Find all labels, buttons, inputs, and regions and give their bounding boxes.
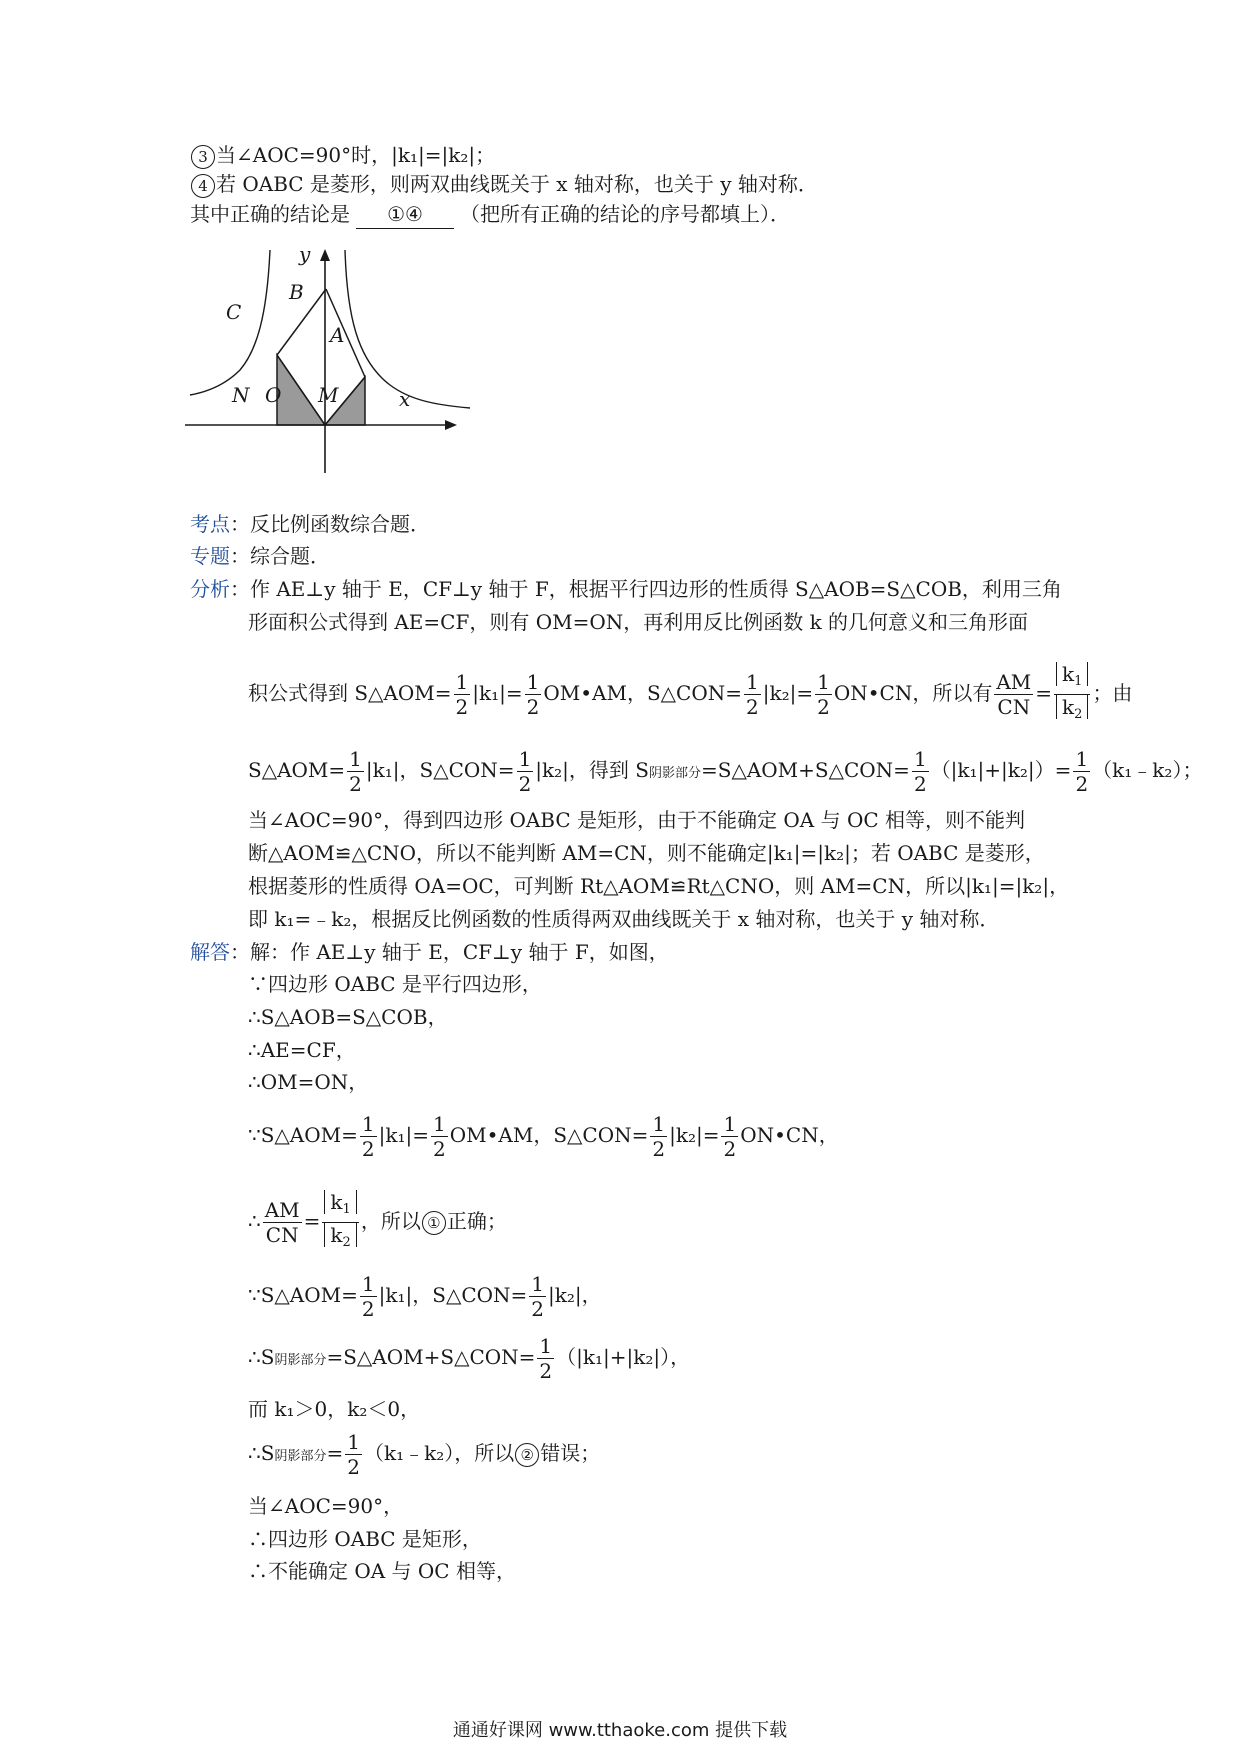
fraction-half: $\frac{1}{2}$ bbox=[539, 1334, 553, 1383]
solution-line-7: ∴ $\frac{AM}{CN}$ = $\frac{k_1}{k_2}$ ，所以 ① 正确； bbox=[248, 1190, 507, 1255]
fraction-abs-k: $\frac{k_1}{k_2}$ bbox=[322, 1190, 358, 1255]
analysis-line-3: 积公式得到 S△AOM= $\frac{1}{2}$ |k₁|= $\frac{1}{2}$ OM•AM，S△CON= $\frac{1}{2}$ |k₂|= $\frac{1}{2}$ ON•CN，所以有 $\frac{AM}{CN}$ = $\frac{k_1}{k_2}$ ；由 bbox=[248, 662, 1132, 727]
solution-line-1: 解答：解：作 AE⊥y 轴于 E，CF⊥y 轴于 F，如图， bbox=[190, 940, 669, 964]
circled-1: ① bbox=[422, 1211, 446, 1235]
zhuanti-label: 专题 bbox=[190, 544, 230, 568]
analysis-line-4: S△AOM= $\frac{1}{2}$ |k₁|，S△CON= $\frac{1}{2}$ |k₂|，得到 S阴影部分=S△AOM+S△CON= $\frac{1}{2}$ （|k₁|+|k₂|）= $\frac{1}{2}$ （k₁﹣k₂）； bbox=[248, 747, 1203, 796]
fraction-half: $\frac{1}{2}$ bbox=[455, 670, 469, 719]
fraction-am-cn: $\frac{AM}{CN}$ bbox=[264, 1198, 300, 1247]
hyperbola-figure bbox=[185, 245, 475, 475]
kaodian-line: 考点：反比例函数综合题． bbox=[190, 512, 430, 536]
item-4: 4 若 OABC 是菱形，则两双曲线既关于 x 轴对称，也关于 y 轴对称． bbox=[190, 170, 818, 198]
label-a: A bbox=[330, 323, 345, 347]
label-n: N bbox=[232, 383, 250, 407]
solution-line-2: ∵四边形 OABC 是平行四边形， bbox=[248, 972, 542, 996]
analysis-line-6: 断△AOM≌△CNO，所以不能判断 AM=CN，则不能确定|k₁|=|k₂|；若 OABC 是菱形， bbox=[248, 841, 1045, 865]
fraction-half: $\frac{1}{2}$ bbox=[361, 1272, 375, 1321]
analysis-line-1: 分析：作 AE⊥y 轴于 E，CF⊥y 轴于 F，根据平行四边形的性质得 S△AOB=S△COB，利用三角 bbox=[190, 577, 1062, 601]
fraction-half: $\frac{1}{2}$ bbox=[1075, 747, 1089, 796]
fraction-half: $\frac{1}{2}$ bbox=[518, 747, 532, 796]
circled-2: ② bbox=[515, 1443, 539, 1467]
fraction-half: $\frac{1}{2}$ bbox=[723, 1112, 737, 1161]
fraction-half: $\frac{1}{2}$ bbox=[349, 747, 362, 796]
analysis-line-2: 形面积公式得到 AE=CF，则有 OM=ON，再利用反比例函数 k 的几何意义和三角形面 bbox=[248, 610, 1029, 634]
fraction-abs-k: $\frac{k_1}{k_2}$ bbox=[1054, 662, 1090, 727]
solution-line-6: ∵S△AOM= $\frac{1}{2}$ |k₁|= $\frac{1}{2}$ OM•AM，S△CON= $\frac{1}{2}$ |k₂|= $\frac{1}{2}$ ON•CN， bbox=[248, 1112, 839, 1161]
analysis-line-5: 当∠AOC=90°，得到四边形 OABC 是矩形，由于不能确定 OA 与 OC 相等，则不能判 bbox=[248, 808, 1026, 832]
fraction-half: $\frac{1}{2}$ bbox=[746, 670, 759, 719]
solution-line-10: 而 k₁＞0，k₂＜0， bbox=[248, 1397, 421, 1421]
solution-line-14: ∴不能确定 OA 与 OC 相等， bbox=[248, 1559, 516, 1583]
fraction-am-cn: $\frac{AM}{CN}$ bbox=[996, 670, 1032, 719]
x-axis-arrow bbox=[445, 420, 457, 430]
solution-line-3: ∴S△AOB=S△COB， bbox=[248, 1005, 448, 1029]
fraction-half: $\frac{1}{2}$ bbox=[531, 1272, 545, 1321]
solution-line-5: ∴OM=ON， bbox=[248, 1070, 369, 1094]
fenxi-label: 分析 bbox=[190, 577, 230, 601]
solution-line-11: ∴S阴影部分= $\frac{1}{2}$ （k₁﹣k₂），所以 ② 错误； bbox=[248, 1430, 601, 1479]
label-b: B bbox=[289, 280, 304, 304]
y-axis-arrow bbox=[320, 249, 330, 261]
solution-line-13: ∴四边形 OABC 是矩形， bbox=[248, 1527, 482, 1551]
zhuanti-line: 专题：综合题． bbox=[190, 544, 330, 568]
circled-4: 4 bbox=[191, 174, 215, 198]
analysis-line-8: 即 k₁=﹣k₂，根据反比例函数的性质得两双曲线既关于 x 轴对称，也关于 y 轴对称． bbox=[248, 907, 1000, 931]
fraction-half: $\frac{1}{2}$ bbox=[361, 1112, 375, 1161]
solution-line-12: 当∠AOC=90°， bbox=[248, 1494, 404, 1518]
fraction-half: $\frac{1}{2}$ bbox=[526, 670, 540, 719]
fraction-half: $\frac{1}{2}$ bbox=[913, 747, 927, 796]
fraction-half: $\frac{1}{2}$ bbox=[433, 1112, 446, 1161]
solution-line-8: ∵S△AOM= $\frac{1}{2}$ |k₁|，S△CON= $\frac{1}{2}$ |k₂|， bbox=[248, 1272, 602, 1321]
fraction-half: $\frac{1}{2}$ bbox=[347, 1430, 360, 1479]
label-o: O bbox=[265, 383, 282, 407]
label-m: M bbox=[318, 383, 339, 407]
label-y: y bbox=[299, 245, 311, 266]
kaodian-label: 考点 bbox=[190, 512, 230, 536]
fraction-half: $\frac{1}{2}$ bbox=[817, 670, 830, 719]
analysis-line-7: 根据菱形的性质得 OA=OC，可判断 Rt△AOM≌Rt△CNO，则 AM=CN，所以|k₁|=|k₂|， bbox=[248, 874, 1070, 898]
label-x: x bbox=[399, 387, 411, 411]
solution-line-9: ∴S阴影部分=S△AOM+S△CON= $\frac{1}{2}$ （|k₁|+|k₂|）， bbox=[248, 1334, 691, 1383]
solution-line-4: ∴AE=CF， bbox=[248, 1038, 356, 1062]
page-footer: 通通好课网 www.tthaoke.com 提供下载 bbox=[452, 1720, 788, 1741]
item-3: 3 当∠AOC=90°时，|k₁|=|k₂|； bbox=[190, 141, 495, 169]
label-c: C bbox=[226, 300, 242, 324]
circled-3: 3 bbox=[191, 145, 215, 169]
conclusion-line: 其中正确的结论是 ①④ （把所有正确的结论的序号都填上）． bbox=[190, 200, 790, 229]
fraction-half: $\frac{1}{2}$ bbox=[652, 1112, 666, 1161]
answer-blank: ①④ bbox=[356, 200, 454, 229]
jieda-label: 解答 bbox=[190, 940, 230, 964]
